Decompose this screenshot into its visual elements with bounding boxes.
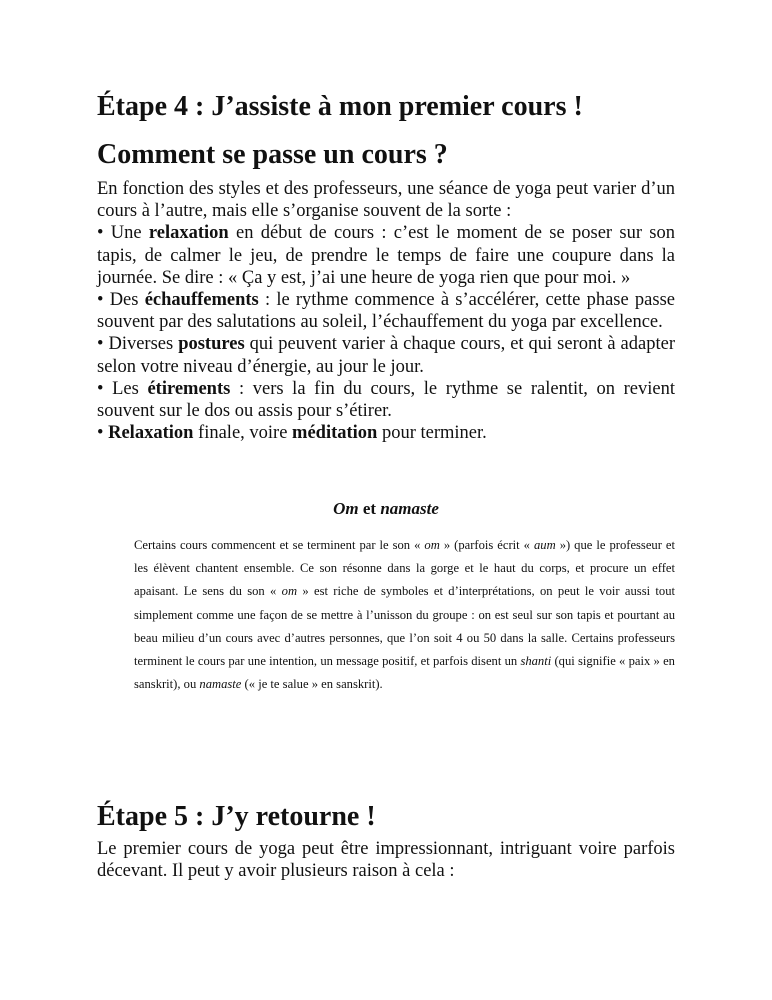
course-description (97, 178, 675, 444)
list-item: • Diverses postures qui peuvent varier à chaque cours, et qui seront à adapter selon votre niveau d’énergie, au jour le jour. (97, 334, 675, 377)
sidebar-box-text: Certains cours commencent et se terminent par le son « om » (parfois écrit « aum ») que le professeur et les élèvent chantent ensemble. Ce son résonne dans la gorge et le haut du corps, et procure un effet apaisant. Le sens du son « om » est riche de symboles et d’interprétations, on peut le voir aussi tout simplement comme une façon de se mettre à l’unisson du groupe : on est seul sur son tapis et pourtant au beau milieu d’un cours avec d’autres personnes, que l’on soit 4 ou 50 dans la salle. Certains professeurs terminent le cours par une intention, un message positif, et parfois disent un shanti (qui signifie « paix » en sanskrit), ou namaste (« je te salue » en sanskrit). (134, 538, 676, 692)
course-subheading: Comment se passe un cours ? (97, 139, 448, 170)
list-item: • Une relaxation en début de cours : c’est le moment de se poser sur son tapis, de calmer le jeu, de prendre le temps de faire une coupure dans la journée. Se dire : « Ça y est, j’ai une heure de yoga rien que pour moi. » (97, 223, 675, 288)
step5-heading: Étape 5 : J’y retourne ! (97, 801, 376, 832)
step4-heading: Étape 4 : J’assiste à mon premier cours ! (97, 91, 583, 122)
list-item: • Les étirements : vers la fin du cours, le rythme se ralentit, on revient souvent sur le dos ou assis pour s’étirer. (97, 378, 675, 422)
intro-paragraph: En fonction des styles et des professeurs, une séance de yoga peut varier d’un cours à l’autre, mais elle s’organise souvent de la sorte : (97, 179, 675, 222)
list-item-last: • Relaxation finale, voire méditation pour terminer. (97, 423, 487, 444)
sidebar-box-title: Om et namaste (333, 499, 439, 518)
step5-paragraph: Le premier cours de yoga peut être impressionnant, intriguant voire parfois décevant. Il peut y avoir plusieurs raison à cela : (97, 839, 675, 882)
list-item: • Des échauffements : le rythme commence à s’accélérer, cette phase passe souvent par des salutations au soleil, l’échauffement du yoga par excellence. (97, 290, 676, 333)
step5-description (97, 838, 675, 882)
